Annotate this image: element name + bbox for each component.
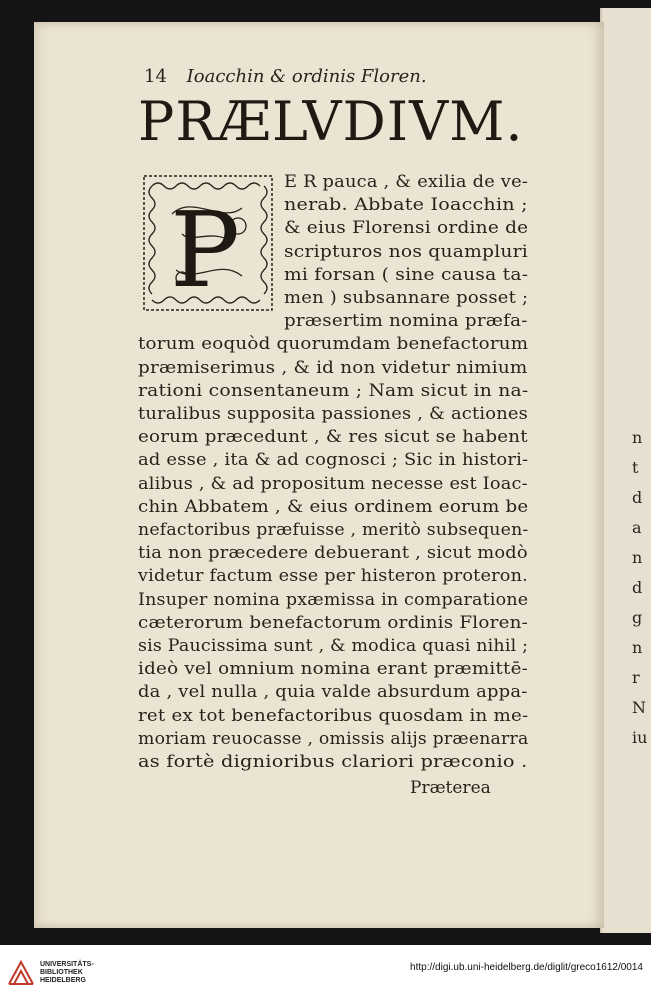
- facing-page-fragment: a: [632, 518, 642, 537]
- initial-letter: P: [170, 189, 240, 311]
- decorated-initial: [142, 174, 274, 312]
- text-line: ret ex tot benefactoribus quosdam in me-: [138, 705, 529, 726]
- text-line: nefactoribus præfuisse , meritò subsequen-: [138, 520, 529, 540]
- text-line: ad esse , ita & ad cognosci ; Sic in histori-: [138, 450, 529, 471]
- facing-page-fragment: N: [632, 698, 646, 717]
- page-number: 14: [144, 66, 167, 87]
- facing-page-edge: [600, 8, 651, 933]
- facing-page-fragment: t: [632, 458, 639, 477]
- text-line: præsertim nomina præfa-: [284, 311, 528, 332]
- text-line: & eius Florensi ordine de: [284, 218, 529, 239]
- text-line: scripturos nos quampluri: [284, 241, 528, 262]
- text-line: alibus , & ad propositum necesse est Ioac-: [138, 473, 528, 494]
- facing-page-fragment: d: [632, 488, 643, 507]
- text-line: moriam reuocasse , omissis alijs præenarra: [138, 728, 529, 749]
- text-line: men ) subsannare posset ;: [284, 288, 529, 308]
- library-name-line: BIBLIOTHEK: [40, 969, 83, 976]
- text-line: sis Paucissima sunt , & modica quasi nihil ;: [138, 636, 529, 656]
- text-line: eorum præcedunt , & res sicut se habent: [138, 427, 528, 448]
- chapter-heading: PRÆLVDIVM.: [138, 90, 524, 153]
- text-line: nerab. Abbate Ioacchin ;: [284, 195, 528, 216]
- text-line: turalibus supposita passiones , & actiones: [138, 404, 528, 424]
- library-name-line: HEIDELBERG: [40, 977, 86, 984]
- source-url[interactable]: http://digi.ub.uni-heidelberg.de/diglit/greco1612/0014: [410, 962, 643, 973]
- text-line: tia non præcedere debuerant , sicut modò: [138, 543, 528, 564]
- text-line: cæterorum benefactorum ordinis Floren-: [138, 612, 529, 633]
- running-head-title: Ioacchin & ordinis Floren.: [186, 66, 427, 87]
- text-line: videtur factum esse per histeron proteron.: [138, 566, 528, 587]
- facing-page-fragment: n: [632, 638, 643, 657]
- library-name: [40, 961, 94, 985]
- text-line: mi forsan ( sine causa ta-: [284, 264, 529, 285]
- facing-page-fragment: n: [632, 548, 643, 567]
- running-head: [144, 66, 427, 87]
- facing-page-fragment: n: [632, 428, 643, 447]
- facing-page-fragment: r: [632, 668, 640, 687]
- catchword: Præterea: [410, 778, 491, 798]
- text-line: da , vel nulla , quia valde absurdum appa-: [138, 682, 528, 703]
- text-line: Insuper nomina pxæmissa in comparatione: [138, 589, 529, 610]
- text-line: præmiserimus , & id non videtur nimium: [138, 357, 528, 378]
- text-line: as fortè dignioribus clariori præconio .: [138, 752, 528, 772]
- text-line: chin Abbatem , & eius ordinem eorum be: [138, 496, 529, 517]
- book-page: [34, 22, 604, 928]
- facing-page-fragment: iu: [632, 728, 648, 747]
- text-line: torum eoquòd quorumdam benefactorum: [138, 334, 529, 355]
- text-line: ideò vel omnium nomina erant præmittē-: [138, 659, 529, 680]
- facing-page-fragment: d: [632, 578, 643, 597]
- facing-page-fragment: g: [632, 608, 643, 627]
- university-library-logo-icon[interactable]: [6, 958, 36, 988]
- text-line: E R pauca , & exilia de ve-: [284, 172, 529, 192]
- text-line: rationi consentaneum ; Nam sicut in na-: [138, 380, 529, 401]
- library-name-line: UNIVERSITÄTS-: [40, 961, 94, 968]
